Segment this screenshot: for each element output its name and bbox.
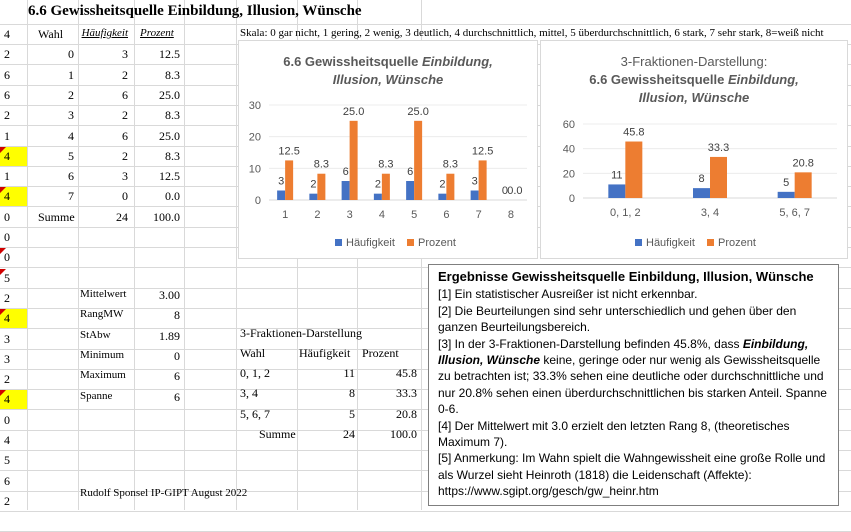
column-a-cell: 0 xyxy=(0,248,27,267)
bar-prozent xyxy=(710,157,727,198)
result-emphasis: Einbildung, Illusion, Wünsche xyxy=(438,336,809,368)
data-label: 6 xyxy=(342,166,349,178)
sum-value: 100.0 xyxy=(390,427,417,441)
column-header: Prozent xyxy=(362,346,399,360)
y-tick-label: 0 xyxy=(568,193,575,205)
result-text: [3] In der 3-Fraktionen-Darstellung befinden 45.8%, dass xyxy=(438,336,743,351)
column-a-cell: 4 xyxy=(0,309,27,328)
grid-row-line xyxy=(0,511,851,512)
table-cell: 4 xyxy=(68,129,74,143)
data-label: 25.0 xyxy=(342,105,365,118)
x-tick-label: 6 xyxy=(443,209,450,221)
table-cell: 2 xyxy=(68,88,74,102)
column-a-cell: 2 xyxy=(4,494,10,508)
bar-prozent xyxy=(350,121,358,200)
chart-fractions xyxy=(540,40,848,259)
table-cell: 12.5 xyxy=(159,47,180,61)
column-a-cell: 1 xyxy=(4,129,10,143)
sum-value: 24 xyxy=(343,427,355,441)
table-cell: 11 xyxy=(343,366,355,380)
x-tick-label: 7 xyxy=(475,209,482,221)
y-tick-label: 10 xyxy=(248,163,261,176)
column-a-cell: 4 xyxy=(0,187,27,206)
x-tick-label: 0, 1, 2 xyxy=(610,207,641,219)
table-cell: 1 xyxy=(68,68,74,82)
table-cell: 3, 4 xyxy=(240,386,258,400)
table-cell: 25.0 xyxy=(159,129,180,143)
column-a-cell: 3 xyxy=(4,332,10,346)
bar-prozent xyxy=(285,160,293,200)
legend-swatch xyxy=(335,239,342,246)
x-tick-label: 3 xyxy=(346,209,353,221)
results-textbox[interactable] xyxy=(428,264,839,506)
table-cell: 5 xyxy=(349,407,355,421)
x-tick-label: 1 xyxy=(282,209,289,221)
bar-hufigkeit xyxy=(471,191,479,201)
bar-hufigkeit xyxy=(608,184,625,198)
chart-title-line1: 3-Fraktionen-Darstellung: xyxy=(620,54,768,69)
bar-hufigkeit xyxy=(778,192,795,198)
bar-hufigkeit xyxy=(374,194,382,200)
stat-label: Spanne xyxy=(80,390,113,402)
x-tick-label: 4 xyxy=(378,209,385,221)
bar-prozent xyxy=(446,174,454,200)
data-label: 11 xyxy=(611,169,623,182)
table-cell: 0 xyxy=(122,189,128,203)
fraction-title: 3-Fraktionen-Darstellung xyxy=(240,326,362,340)
legend-label: Prozent xyxy=(718,237,756,249)
x-tick-label: 5 xyxy=(411,209,418,221)
legend-label: Häufigkeit xyxy=(346,237,395,249)
result-item-5: [5] Anmerkung: Im Wahn spielt die Wahngewissheit eine große Rolle und als Wurzel sieht Heinroth (1818) die Leidenschaft (Affekte): https://www.sgipt.org/gesch/gw_heinr.htm xyxy=(438,451,826,499)
column-header: Prozent xyxy=(140,27,174,39)
chart-title-italic: Illusion, Wünsche xyxy=(332,72,444,87)
stat-label: RangMW xyxy=(80,308,124,320)
data-label: 45.8 xyxy=(623,126,645,139)
stat-value: 1.89 xyxy=(159,329,180,343)
column-a-cell: 2 xyxy=(4,372,10,386)
column-a-cell: 4 xyxy=(4,27,10,41)
x-tick-label: 8 xyxy=(507,209,514,221)
chart-plot xyxy=(541,41,847,258)
chart-title-italic: Illusion, Wünsche xyxy=(638,90,750,105)
sum-label: Summe xyxy=(38,210,75,224)
legend-swatch xyxy=(707,239,714,246)
column-a-cell: 2 xyxy=(4,108,10,122)
table-cell: 20.8 xyxy=(396,407,417,421)
sheet-title: 6.6 Gewissheitsquelle Einbildung, Illusion, Wünsche xyxy=(28,3,362,19)
stat-value: 0 xyxy=(174,349,180,363)
legend-label: Häufigkeit xyxy=(646,237,695,249)
column-a-cell: 5 xyxy=(4,453,10,467)
result-item-4: [4] Der Mittelwert mit 3.0 erzielt den letzten Rang 8, (theoretisches Maximum 7). xyxy=(438,418,790,450)
grid-col-line xyxy=(27,0,28,510)
table-cell: 8.3 xyxy=(165,149,180,163)
chart-title-italic: Einbildung, xyxy=(421,54,493,69)
column-a-cell: 4 xyxy=(4,433,10,447)
data-label: 8.3 xyxy=(442,158,459,171)
stat-value: 8 xyxy=(174,308,180,322)
table-cell: 5 xyxy=(68,149,74,163)
x-tick-label: 2 xyxy=(314,209,321,221)
result-item-3 xyxy=(438,336,832,418)
table-cell: 33.3 xyxy=(396,386,417,400)
y-tick-label: 60 xyxy=(562,119,575,131)
table-cell: 0 xyxy=(68,47,74,61)
x-tick-label: 3, 4 xyxy=(700,207,720,219)
footer-credit: Rudolf Sponsel IP-GIPT August 2022 xyxy=(80,487,248,499)
data-label: 3 xyxy=(278,175,285,188)
table-cell: 8.3 xyxy=(165,68,180,82)
stat-label: Mittelwert xyxy=(80,288,127,300)
column-a-cell: 2 xyxy=(4,47,10,61)
stat-value: 3.00 xyxy=(159,288,180,302)
result-item-2: [2] Die Beurteilungen sind sehr unterschiedlich und gehen über den ganzen Beurteilungsbereich. xyxy=(438,303,797,335)
column-a-cell: 3 xyxy=(4,352,10,366)
chart-title-plain: 6.6 Gewissheitsquelle xyxy=(283,54,422,69)
grid-col-line xyxy=(236,0,237,510)
bar-hufigkeit xyxy=(342,181,350,200)
data-label: 33.3 xyxy=(707,141,730,154)
data-label: 8 xyxy=(698,173,705,186)
bar-hufigkeit xyxy=(309,194,317,200)
column-a-cell: 5 xyxy=(0,269,27,288)
grid-col-line xyxy=(78,0,79,510)
stat-label: StAbw xyxy=(80,329,111,341)
data-label: 6 xyxy=(407,166,414,178)
column-a-cell: 0 xyxy=(4,210,10,224)
scale-note: Skala: 0 gar nicht, 1 gering, 2 wenig, 3 deutlich, 4 durchschnittlich, mittel, 5 überdurchschnittlich, 6 stark, 7 sehr stark, 8=weiß nicht xyxy=(240,27,824,39)
column-a-cell: 1 xyxy=(4,169,10,183)
table-cell: 2 xyxy=(122,108,128,122)
sum-value: 100.0 xyxy=(153,210,180,224)
y-tick-label: 20 xyxy=(562,168,575,181)
bar-prozent xyxy=(795,172,812,198)
bar-prozent xyxy=(479,160,487,200)
table-cell: 8.3 xyxy=(165,108,180,122)
grid-row-line xyxy=(0,24,851,25)
data-label: 12.5 xyxy=(278,145,300,158)
data-label: 20.8 xyxy=(792,157,814,170)
bar-hufigkeit xyxy=(693,188,710,198)
table-cell: 5, 6, 7 xyxy=(240,407,270,421)
column-header: Häufigkeit xyxy=(299,346,351,360)
data-label: 0.0 xyxy=(507,185,523,197)
data-label: 5 xyxy=(783,176,790,189)
table-cell: 6 xyxy=(68,169,74,183)
bar-prozent xyxy=(625,142,642,198)
column-a-cell: 0 xyxy=(4,413,10,427)
stat-label: Maximum xyxy=(80,369,126,381)
data-label: 2 xyxy=(439,178,446,191)
results-heading: Ergebnisse Gewissheitsquelle Einbildung, Illusion, Wünsche xyxy=(438,269,814,284)
table-cell: 6 xyxy=(122,129,128,143)
table-cell: 8 xyxy=(349,386,355,400)
column-a-cell: 6 xyxy=(4,68,10,82)
result-text: keine, geringe oder nur wenig als Gewissheitsquelle zu betrachten ist; 33.3% sehen eine deutliche oder durchschnittliche und nur 20.8% sehen einen überdurchschnittlichen bis starken Anteil. Spanne 0-6. xyxy=(438,353,827,417)
table-cell: 12.5 xyxy=(159,169,180,183)
column-a-cell: 6 xyxy=(4,88,10,102)
x-tick-label: 5, 6, 7 xyxy=(779,207,810,219)
y-tick-label: 0 xyxy=(254,195,261,207)
y-tick-label: 20 xyxy=(248,131,261,144)
data-label: 12.5 xyxy=(471,145,494,158)
legend-swatch xyxy=(635,239,642,246)
table-cell: 45.8 xyxy=(396,366,417,380)
bar-hufigkeit xyxy=(406,181,414,200)
data-label: 25.0 xyxy=(407,105,429,118)
result-item-1: [1] Ein statistischer Ausreißer ist nicht erkennbar. xyxy=(438,287,698,302)
table-cell: 3 xyxy=(68,108,74,122)
chart-title-plain: 6.6 Gewissheitsquelle xyxy=(589,72,728,87)
y-tick-label: 30 xyxy=(248,100,261,112)
column-header: Wahl xyxy=(240,346,266,360)
legend-label: Prozent xyxy=(418,237,456,249)
bar-hufigkeit xyxy=(438,194,446,200)
table-cell: 2 xyxy=(122,68,128,82)
stat-value: 6 xyxy=(174,390,180,404)
bar-prozent xyxy=(382,174,390,200)
data-label: 0 xyxy=(501,185,508,197)
data-label: 8.3 xyxy=(378,158,394,171)
column-a-cell: 4 xyxy=(0,390,27,409)
column-a-cell: 6 xyxy=(4,474,10,488)
y-tick-label: 40 xyxy=(562,143,575,156)
table-cell: 6 xyxy=(122,88,128,102)
table-cell: 7 xyxy=(68,189,74,203)
column-a-cell: 2 xyxy=(4,291,10,305)
column-header: Häufigkeit xyxy=(81,27,128,39)
grid-col-line xyxy=(134,0,135,510)
sum-label: Summe xyxy=(259,427,296,441)
grid-col-line xyxy=(184,0,185,510)
chart-title-italic: Einbildung, xyxy=(727,72,799,87)
bar-prozent xyxy=(414,121,422,200)
sum-value: 24 xyxy=(116,210,128,224)
stat-label: Minimum xyxy=(80,349,125,361)
table-cell: 2 xyxy=(122,149,128,163)
table-cell: 0, 1, 2 xyxy=(240,366,270,380)
column-a-cell: 0 xyxy=(4,230,10,244)
data-label: 3 xyxy=(471,175,478,188)
data-label: 8.3 xyxy=(313,158,330,171)
legend-swatch xyxy=(407,239,414,246)
chart-plot xyxy=(239,41,537,258)
chart-frequency xyxy=(238,40,538,259)
data-label: 2 xyxy=(374,178,381,191)
bar-hufigkeit xyxy=(277,191,285,201)
table-cell: 25.0 xyxy=(159,88,180,102)
bar-prozent xyxy=(317,174,325,200)
table-cell: 3 xyxy=(122,47,128,61)
column-header: Wahl xyxy=(38,27,64,41)
table-cell: 3 xyxy=(122,169,128,183)
data-label: 2 xyxy=(310,178,317,191)
column-a-cell: 4 xyxy=(0,147,27,166)
stat-value: 6 xyxy=(174,369,180,383)
table-cell: 0.0 xyxy=(165,189,180,203)
